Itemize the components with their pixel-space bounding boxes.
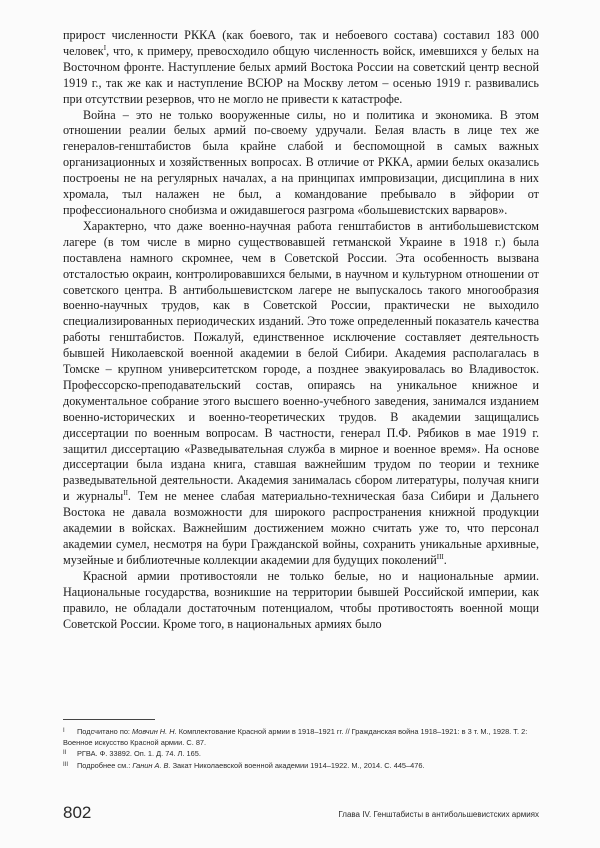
footnote-text: РГВА. Ф. 33892. Оп. 1. Д. 74. Л. 165. [77,749,201,759]
footnote-author: Ганин А. В. [132,760,171,770]
footnote-text: Подробнее см.: [77,760,133,770]
paragraph [63,108,539,219]
paragraph [63,569,539,633]
footnote-mark: I [63,728,65,734]
footnote-text: Комплектование Красной армии в 1918–1921 гг. // Гражданская война 1918–1921: в 3 т. М., 1928. Т. 2: Военное искусство Красной армии. С. 87. [63,727,528,748]
footnote-text: Подсчитано по: [77,727,133,736]
paragraph [63,219,539,569]
paragraph [63,28,539,108]
footnote-mark: III [63,761,69,768]
footnote-ref[interactable]: II [123,489,128,498]
footnote [63,748,539,759]
paragraph-text: Красной армии противостояли не только белые, но и национальные армии. Национальные государства, возникшие на территории бывшей Российской империи, как правило, не обладали достаточным потенциалом, чтобы противостоять военной мощи Советской России. Кроме того, в национальных армиях было [63,568,539,631]
paragraph-text: Характерно, что даже военно-научная работа генштабистов в антибольшевистском лагере (в том числе в мирно существовавшей гетманской Украине в 1918 г.) была поставлена намного скромнее, чем в Советской России. Эта особенность вызвана отсталостью окраин, контролировавшихся белыми, в научном и культурном отношении от советского центра. В антибольшевистском лагере не выпускалось такого многообразия военно-научных трудов, как в Советской России, практически не выходило специализированных периодических изданий. Это тоже определенный показатель качества работы генштабистов. Пожалуй, единственное исключение составляет деятельность бывшей Николаевской военной академии в белой Сибири. Академия располагалась в Томске – крупном университетском городе, а позднее эвакуировалась во Владивосток. Профессорско-преподавательский состав, опираясь на уникальное книжное и документальное собрание этого высшего военно-учебного заведения, занимался изданием военно-исторических и военно-теоретических трудов. В академии защищались диссертации по военным вопросам. В частности, генерал П.Ф. Рябиков в мае 1919 г. защитил диссертацию «Разведывательная служба в мирное и военное время». На основе диссертации была издана книга, ставшая важнейшим трудом по теории и технике разведывательной деятельности. Академия занималась сбором литературы, получая книги и журналы [63,218,539,504]
running-head: Глава IV. Генштабисты в антибольшевистских армиях [338,810,539,819]
paragraph-text: . [443,552,447,567]
paragraph-text: Война – это не только вооруженные силы, но и политика и экономика. В этом отношении реалии белых армий по-своему удручали. Белая власть в лице тех же генералов-генштабистов была крайне слабой и беспомощной в самых важных организационных и хозяйственных вопросах. В отличие от РККА, армии белых оказались построены не на регулярных началах, а на принципах импровизации, дисциплина в них хромала, тыл налажен не был, а командование пребывало в эйфории от профессионального снобизма и ожидавшегося разгрома «большевистских варваров». [63,107,539,217]
footnotes [63,726,539,771]
main-text [63,28,539,632]
footnote-author: Мовчин Н. Н. [132,727,177,736]
paragraph-text: прирост численности РККА (как боевого, так и небоевого состава) составил 183 000 человек [63,28,539,58]
page-number: 802 [63,803,92,822]
footnote-mark: II [63,750,67,757]
footnote [63,726,539,748]
footnote [63,760,539,771]
footnote-separator [63,719,155,720]
paragraph-text: , что, к примеру, превосходило общую численность войск, имевшихся у белых на Восточном фронте. Наступление белых армий Востока России на советский центр весной 1919 г., так же как и наступление ВСЮР на Москву летом – осенью 1919 г. развивались при отсутствии резервов, что не могло не привести к катастрофе. [63,43,539,106]
footnote-text: Закат Николаевской военной академии 1914–1922. М., 2014. С. 445–476. [170,760,425,770]
footnote-ref[interactable]: I [103,43,107,52]
paragraph-text: . Тем не менее слабая материально-техническая база Сибири и Дальнего Востока не давала возможности для широкого распространения книжной продукции академии в войсках. Важнейшим достижением можно считать уже то, что персонал академии сумел, несмотря на бури Гражданской войны, сохранить уникальные архивные, музейные и библиотечные коллекции академии для будущих поколений [63,489,539,567]
footnote-ref[interactable]: III [436,552,444,561]
body-text [63,28,539,632]
